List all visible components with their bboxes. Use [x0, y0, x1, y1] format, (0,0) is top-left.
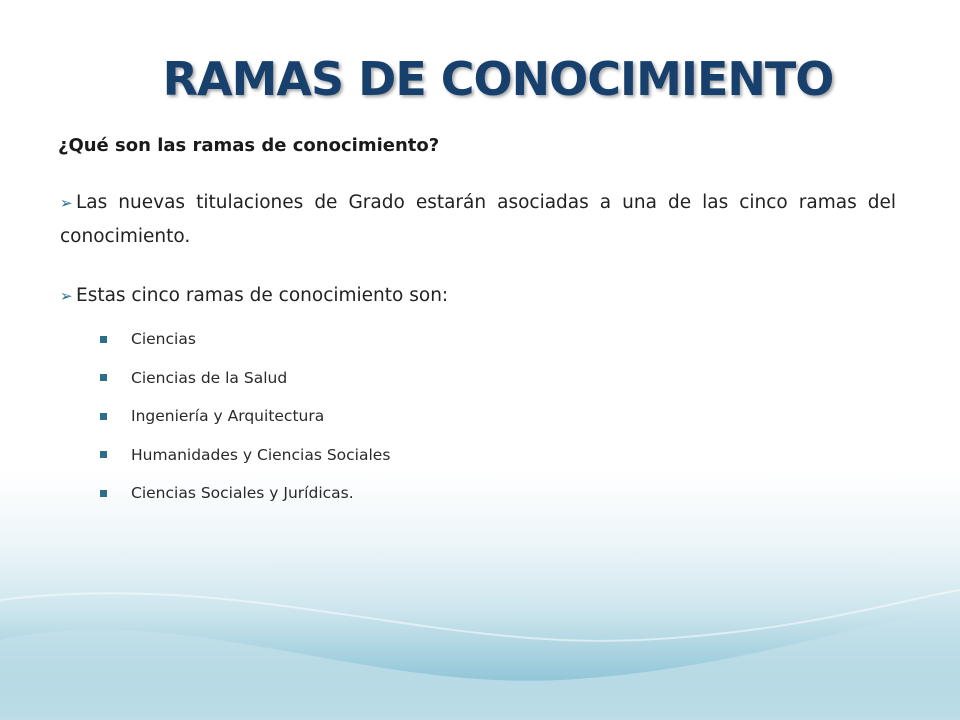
bullet-text: Las nuevas titulaciones de Grado estarán asociadas a una de las cinco ramas del conocimiento. — [60, 192, 896, 247]
branch-label: Humanidades y Ciencias Sociales — [131, 445, 391, 464]
list-item — [100, 397, 390, 436]
square-bullet-icon — [100, 451, 107, 458]
bullet-item-titulaciones — [60, 186, 896, 253]
question-heading: ¿Qué son las ramas de conocimiento? — [58, 135, 440, 156]
list-item — [100, 359, 390, 398]
branch-label: Ciencias Sociales y Jurídicas. — [131, 484, 354, 503]
square-bullet-icon — [100, 413, 107, 420]
square-bullet-icon — [100, 490, 107, 497]
bullet-text: Estas cinco ramas de conocimiento son: — [76, 285, 449, 306]
bullet-item-cinco-ramas — [60, 279, 896, 313]
branch-label: Ingeniería y Arquitectura — [131, 407, 325, 426]
branch-label: Ciencias de la Salud — [131, 368, 288, 387]
arrow-bullet-icon: ➢ — [60, 287, 73, 305]
arrow-bullet-icon: ➢ — [60, 194, 73, 212]
list-item — [100, 474, 390, 513]
square-bullet-icon — [100, 336, 107, 343]
slide-title: RAMAS DE CONOCIMIENTO — [162, 52, 834, 106]
list-item — [100, 436, 390, 475]
square-bullet-icon — [100, 374, 107, 381]
list-item — [100, 320, 390, 359]
branches-list — [100, 320, 390, 513]
branch-label: Ciencias — [131, 330, 196, 349]
